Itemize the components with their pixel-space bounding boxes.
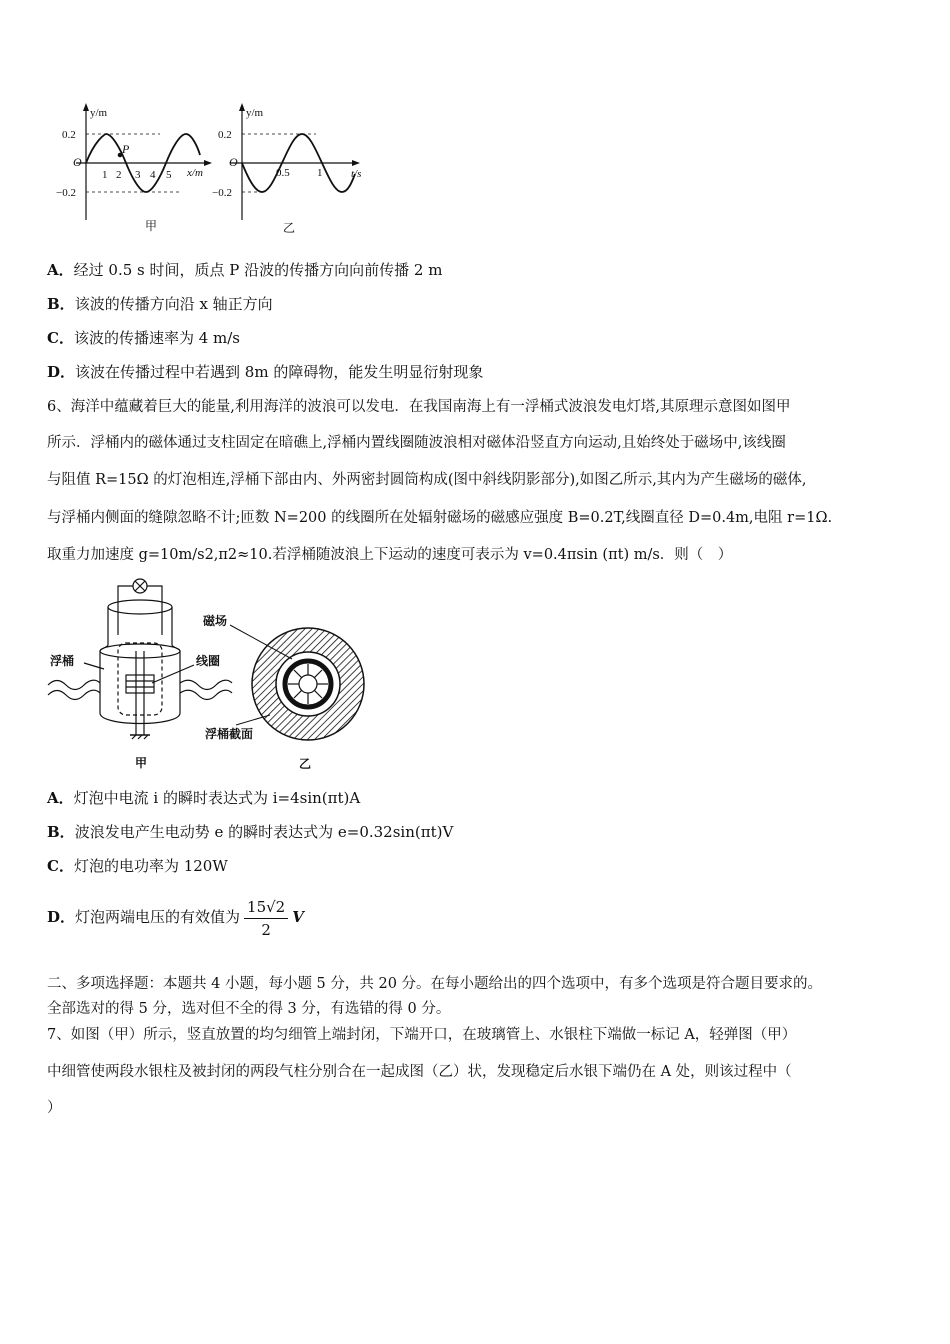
q6-line-3: 与阻值 R=15Ω 的灯泡相连,浮桶下部由内、外两密封圆筒构成(图中斜线阴影部分),如图乙所示,其内为产生磁场的磁体,: [47, 472, 807, 488]
option-letter: D．: [47, 363, 76, 381]
q6-line-4: 与浮桶内侧面的缝隙忽略不计;匝数 N=200 的线圈所在处辐射磁场的磁感应强度 B=0.2T,线圈直径 D=0.4m,电阻 r=1Ω.: [47, 510, 833, 526]
wave-graph-jia: [76, 103, 212, 220]
q6-option-a: [47, 787, 360, 809]
jia-x-tick-3: 3: [135, 169, 141, 181]
x-axis-arrow: [204, 160, 212, 166]
jia-y-label: y/m: [90, 107, 108, 119]
buoy-figure: [40, 575, 380, 775]
option-text: 灯泡中电流 i 的瞬时表达式为 i=4sin(πt)A: [73, 789, 361, 807]
caption-jia: 甲: [135, 756, 148, 770]
option-letter: B．: [47, 823, 75, 841]
coil-icon: [126, 675, 154, 693]
jia-y-tick-bottom: −0.2: [56, 187, 76, 199]
jia-x-tick-5: 5: [166, 169, 172, 181]
q7-line-3: ）: [47, 1100, 62, 1116]
jia-point-label: P: [122, 142, 130, 156]
jia-x-tick-1: 1: [102, 169, 108, 181]
wave-figure: [40, 100, 380, 240]
yi-y-tick-bottom: −0.2: [212, 187, 232, 199]
option-letter: B．: [47, 295, 75, 313]
option-letter: A．: [47, 789, 74, 807]
yi-y-tick-top: 0.2: [218, 129, 232, 141]
option-text: 灯泡两端电压的有效值为: [75, 908, 241, 926]
label-field: 磁场: [203, 614, 228, 628]
section2-line-1: 二、多项选择题：本题共 4 小题，每小题 5 分，共 20 分。在每小题给出的四个选项中，有多个选项是符合题目要求的。: [47, 976, 823, 992]
fraction-numerator: 15√2: [244, 897, 288, 919]
caption-yi: 乙: [299, 757, 312, 771]
q5-option-a: [47, 259, 442, 281]
section2-line-2: 全部选对的得 5 分，选对但不全的得 3 分，有选错的得 0 分。: [47, 1001, 451, 1017]
q6-option-b: [47, 821, 453, 843]
option-letter: C．: [47, 857, 74, 875]
jia-x-tick-4: 4: [150, 169, 156, 181]
jia-origin: O: [73, 155, 82, 169]
yi-y-label: y/m: [246, 107, 264, 119]
y-axis-arrow: [83, 103, 89, 111]
yi-t-tick-1: 1: [317, 167, 323, 179]
option-text: 该波的传播速率为 4 m/s: [73, 329, 241, 347]
q6-line-1: 6、海洋中蕴藏着巨大的能量,利用海洋的波浪可以发电．在我国南海上有一浮桶式波浪发电灯塔,其原理示意图如图甲: [47, 399, 791, 415]
option-text: 该波在传播过程中若遇到 8m 的障碍物，能发生明显衍射现象: [75, 363, 484, 381]
q5-option-c: [47, 327, 240, 349]
wave-graph-yi: [230, 103, 360, 220]
t-axis-arrow: [352, 160, 360, 166]
fraction-denominator: 2: [261, 920, 271, 939]
y-axis-arrow: [239, 103, 245, 111]
q6-option-d: [47, 893, 304, 941]
jia-x-label: x/m: [187, 167, 203, 179]
option-text: 该波的传播方向沿 x 轴正方向: [74, 295, 273, 313]
fraction: [244, 897, 288, 940]
yi-caption: 乙: [283, 221, 296, 235]
buoy-section-yi: [230, 625, 364, 740]
option-text: 经过 0.5 s 时间，质点 P 沿波的传播方向向前传播 2 m: [73, 261, 443, 279]
yi-origin: O: [229, 155, 238, 169]
option-text: 灯泡的电功率为 120W: [73, 857, 228, 875]
q6-line-2: 所示．浮桶内的磁体通过支柱固定在暗礁上,浮桶内置线圈随波浪相对磁体沿竖直方向运动,且始终处于磁场中,该线圈: [47, 435, 786, 451]
yi-t-tick-0-5: 0.5: [276, 167, 290, 179]
jia-caption: 甲: [145, 219, 158, 233]
option-unit: V: [292, 908, 304, 926]
q5-option-b: [47, 293, 273, 315]
label-float: 浮桶: [50, 654, 75, 668]
wave-left-icon: [48, 680, 100, 689]
option-letter: C．: [47, 329, 74, 347]
q6-option-c: [47, 855, 228, 877]
option-letter: D．: [47, 908, 76, 926]
q6-line-5: 取重力加速度 g=10m/s2,π2≈10.若浮桶随波浪上下运动的速度可表示为 v=0.4πsin (πt) m/s．则（ ）: [47, 547, 733, 563]
label-section: 浮桶截面: [205, 727, 254, 741]
yi-t-label: t/s: [351, 168, 362, 180]
q5-option-d: [47, 361, 483, 383]
q7-line-1: 7、如图（甲）所示，竖直放置的均匀细管上端封闭，下端开口，在玻璃管上、水银柱下端做一标记 A，轻弹图（甲）: [47, 1027, 797, 1043]
option-letter: A．: [47, 261, 74, 279]
label-coil: 线圈: [196, 654, 221, 668]
jia-y-tick-top: 0.2: [62, 129, 76, 141]
jia-x-tick-2: 2: [116, 169, 122, 181]
q7-line-2: 中细管使两段水银柱及被封闭的两段气柱分别合在一起成图（乙）状，发现稳定后水银下端仍在 A 处，则该过程中（: [47, 1064, 792, 1080]
option-text: 波浪发电产生电动势 e 的瞬时表达式为 e=0.32sin(πt)V: [74, 823, 454, 841]
wave-right-icon: [180, 680, 232, 689]
